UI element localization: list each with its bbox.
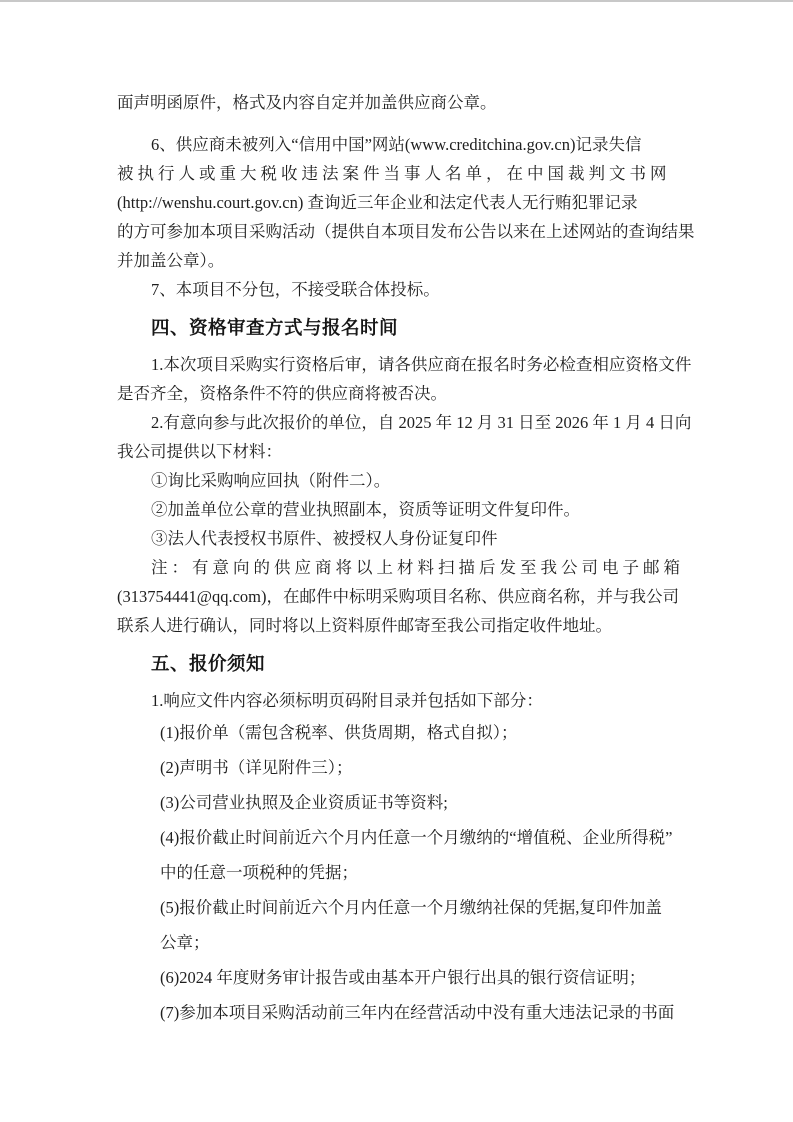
- list-item-line: (3)公司营业执照及企业资质证书等资料;: [160, 793, 448, 812]
- text-line: ③法人代表授权书原件、被授权人身份证复印件: [151, 529, 498, 548]
- text-line: ②加盖单位公章的营业执照副本，资质等证明文件复印件。: [151, 500, 580, 519]
- text-line: (http://wenshu.court.gov.cn) 查询近三年企业和法定代表人无行贿犯罪记录: [117, 193, 638, 212]
- text-line: 我公司提供以下材料：: [117, 442, 282, 461]
- text-line: 面声明函原件，格式及内容自定并加盖供应商公章。: [117, 93, 497, 112]
- text-line: 注：有意向的供应商将以上材料扫描后发至我公司电子邮箱: [151, 558, 684, 577]
- list-item-line: (6)2024 年度财务审计报告或由基本开户银行出具的银行资信证明；: [160, 968, 646, 987]
- list-item-line: (4)报价截止时间前近六个月内任意一个月缴纳的“增值税、企业所得税”: [160, 828, 673, 847]
- text-line: 6、供应商未被列入“信用中国”网站(www.creditchina.gov.cn)记录失信: [151, 135, 642, 154]
- text-line: 1.本次项目采购实行资格后审，请各供应商在报名时务必检查相应资格文件: [151, 355, 692, 374]
- section-heading: 四、资格审查方式与报名时间: [151, 319, 399, 339]
- text-line: 的方可参加本项目采购活动（提供自本项目发布公告以来在上述网站的查询结果: [117, 222, 695, 241]
- text-line: 7、本项目不分包，不接受联合体投标。: [151, 280, 440, 299]
- text-line: 是否齐全，资格条件不符的供应商将被否决。: [117, 384, 447, 403]
- text-line: 2.有意向参与此次报价的单位，自 2025 年 12 月 31 日至 2026 年 1 月 4 日向: [151, 413, 692, 432]
- list-item-line: (7)参加本项目采购活动前三年内在经营活动中没有重大违法记录的书面: [160, 1003, 675, 1022]
- list-item-line: 公章；: [160, 933, 210, 952]
- text-line: (313754441@qq.com)，在邮件中标明采购项目名称、供应商名称，并与我公司: [117, 587, 679, 606]
- section-heading: 五、报价须知: [151, 655, 266, 675]
- document-content: [117, 88, 695, 1030]
- text-line: 并加盖公章）。: [117, 251, 225, 270]
- list-item-line: 中的任意一项税种的凭据；: [160, 863, 358, 882]
- list-item-line: (1)报价单（需包含税率、供货周期，格式自拟）；: [160, 723, 518, 742]
- list-item-line: (5)报价截止时间前近六个月内任意一个月缴纳社保的凭据,复印件加盖: [160, 898, 662, 917]
- list-item-line: (2)声明书（详见附件三）；: [160, 758, 353, 777]
- text-line: ①询比采购响应回执（附件二）。: [151, 471, 391, 490]
- text-line: 联系人进行确认，同时将以上资料原件邮寄至我公司指定收件地址。: [117, 616, 612, 635]
- text-line: 1.响应文件内容必须标明页码附目录并包括如下部分：: [151, 691, 543, 710]
- scan-edge-line: [0, 0, 793, 2]
- text-line: 被执行人或重大税收违法案件当事人名单，在中国裁判文书网: [117, 164, 671, 183]
